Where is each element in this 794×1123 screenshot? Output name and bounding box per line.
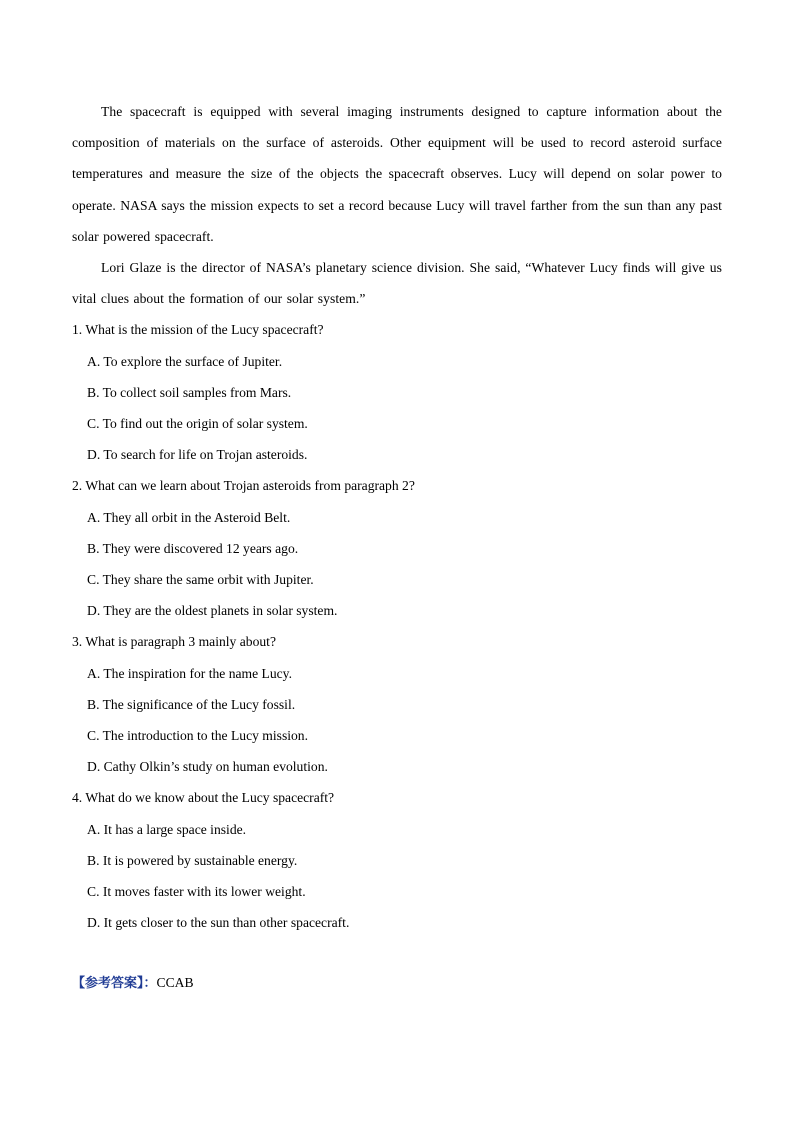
passage-paragraph-1: The spacecraft is equipped with several imaging instruments designed to capture information about the composition of materials on the surface of asteroids. Other equipment will be used to record asteroid surface temperatures and measure the size of the objects the spacecraft observes. Lucy will depend on solar power to operate. NASA says the mission expects to set a record because Lucy will travel farther from the sun than any past solar powered spacecraft.	[72, 104, 722, 244]
question-3	[72, 626, 722, 782]
question-4	[72, 782, 722, 938]
option-a: A. They all orbit in the Asteroid Belt.	[87, 509, 291, 525]
option-b: B. It is powered by sustainable energy.	[87, 852, 298, 868]
option-c: C. To find out the origin of solar system.	[87, 416, 308, 432]
answer-key	[72, 970, 194, 997]
option-c: C. It moves faster with its lower weight.	[87, 884, 306, 900]
option-c: C. The introduction to the Lucy mission.	[87, 728, 309, 744]
question-stem: 3. What is paragraph 3 mainly about?	[72, 634, 276, 650]
question-stem: 4. What do we know about the Lucy spacecraft?	[72, 790, 335, 806]
option-b: B. To collect soil samples from Mars.	[87, 384, 292, 400]
question-1	[72, 314, 722, 470]
option-d: D. It gets closer to the sun than other spacecraft.	[87, 915, 350, 931]
question-stem: 2. What can we learn about Trojan asteroids from paragraph 2?	[72, 478, 415, 494]
question-2	[72, 470, 722, 626]
option-a: A. It has a large space inside.	[87, 821, 247, 837]
option-c: C. They share the same orbit with Jupiter.	[87, 572, 314, 588]
option-a: A. To explore the surface of Jupiter.	[87, 353, 283, 369]
answer-value: CCAB	[156, 975, 194, 990]
document-body	[72, 96, 722, 938]
option-b: B. They were discovered 12 years ago.	[87, 540, 299, 556]
option-d: D. To search for life on Trojan asteroids.	[87, 447, 308, 463]
option-d: D. Cathy Olkin’s study on human evolution.	[87, 759, 328, 775]
option-a: A. The inspiration for the name Lucy.	[87, 665, 292, 681]
option-b: B. The significance of the Lucy fossil.	[87, 696, 296, 712]
passage-paragraph-2: Lori Glaze is the director of NASA’s planetary science division. She said, “Whatever Lucy finds will give us vital clues about the formation of our solar system.”	[72, 260, 722, 307]
question-stem: 1. What is the mission of the Lucy spacecraft?	[72, 322, 324, 338]
option-d: D. They are the oldest planets in solar system.	[87, 603, 338, 619]
answer-label: 【参考答案】：	[72, 976, 157, 991]
